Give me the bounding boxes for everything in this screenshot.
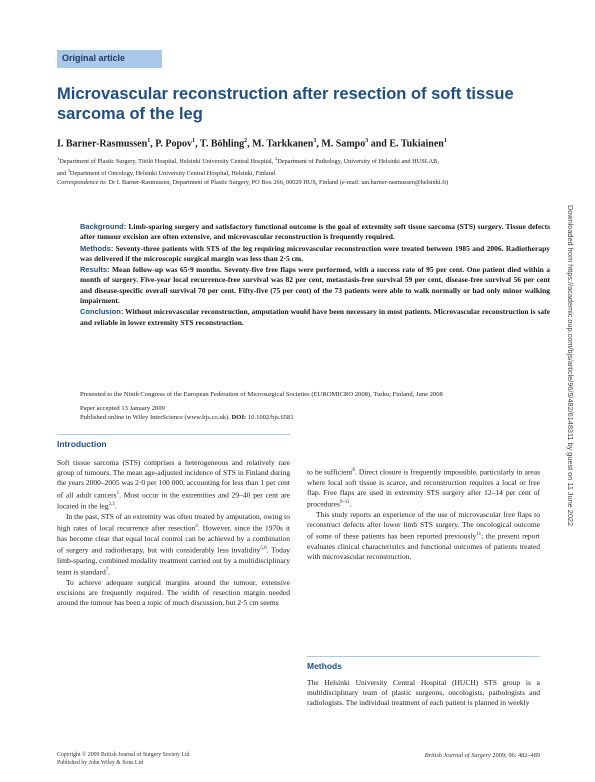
article-type-badge: Original article	[57, 50, 162, 68]
citation-ref[interactable]: 11	[476, 532, 482, 538]
affil-text: and	[57, 169, 68, 177]
intro-paragraph	[307, 466, 540, 510]
author-name: E. Tukiainen	[389, 138, 444, 150]
copyright-line: Copyright © 2009 British Journal of Surgery Society Ltd	[57, 752, 190, 758]
publisher-line: Published by John Wiley & Sons Ltd	[57, 759, 143, 766]
abstract-conclusion	[80, 307, 550, 328]
published-online	[80, 413, 480, 422]
affil-sup: 3	[67, 167, 70, 173]
published-text: Published online in Wiley InterScience (www.bjs.co.uk).	[80, 414, 232, 421]
body-text: .	[114, 501, 117, 511]
body-text: to be sufficient	[307, 467, 353, 477]
intro-paragraph	[57, 512, 290, 578]
body-text: Soft tissue sarcoma (STS) comprises a heterogeneous and relatively rare group of tumours. The mean age-adjusted incidence of STS in Finland during the years 2000–2005 was 2·0 per 100 000, accounting for less than 1 per cent of all adult cancers	[57, 458, 290, 500]
section-heading-methods: Methods	[307, 656, 540, 672]
author-separator: ,	[316, 138, 322, 150]
body-text: . Direct closure is frequently impossible, particularly in areas where local soft tissue is scarce, and reconstruction requires a local or free flap. Free flaps are used in extremity STS surgery after 12–14 per cent of procedures	[307, 467, 540, 509]
footer-copyright	[57, 752, 189, 767]
download-watermark-text: Downloaded from https://academic.oup.com/bjs/article/96/5/482/6148311 by guest on 11 June 2022	[566, 205, 575, 526]
body-column-left	[57, 458, 290, 608]
author-affil-ref: 3	[313, 138, 317, 144]
abstract-methods	[80, 244, 550, 265]
accepted-date: Paper accepted 13 January 2009	[80, 405, 165, 412]
correspondence-label: Correspondence to:	[57, 178, 107, 186]
correspondence-line	[57, 179, 577, 188]
journal-name: British Journal of Surgery	[424, 752, 491, 759]
abstract-results	[80, 265, 550, 306]
abstract-text: Without microvascular reconstruction, amputation would have been necessary in most patients. Microvascular reconstruction is safe and reliable in lower extremity STS reconstruction.	[80, 307, 550, 327]
body-text: .	[349, 499, 352, 509]
body-text: .	[108, 567, 111, 577]
abstract-label: Conclusion:	[80, 307, 124, 317]
author-list	[57, 138, 557, 149]
body-text: . Today limb-sparing, combined modality treatment carried out by a multidisciplinary team is standard	[57, 545, 290, 577]
affil-sup: 1	[57, 156, 60, 161]
author-separator: and	[368, 138, 390, 150]
methods-column	[307, 678, 540, 709]
publication-info	[80, 390, 480, 427]
body-text: . However, since the 1970s it has become clear that equal local control can be achieved by a combination of surgery and radiotherapy, but with considerably less invalidity	[57, 523, 290, 555]
affil-text: Department of Pathology, University of Helsinki and HUSLAB,	[277, 158, 439, 166]
affiliation-line	[57, 167, 577, 179]
intro-paragraph	[57, 458, 290, 512]
abstract-text: Mean follow-up was 65·9 months. Seventy-five free flaps were performed, with a success rate of 95 per cent. One patient died within a month of surgery. Five-year local recurrence-free survival was 82 per cent, metastasis-free survival 59 per cent, disease-free survival 56 per cent and disease-specific overall survival 70 per cent. Fifty-five (75 per cent) of the 73 patients were able to walk normally or had only minor walking impairment.	[80, 265, 550, 306]
citation-ref[interactable]: 8	[352, 468, 355, 473]
abstract-text: Limb-sparing surgery and satisfactory functional outcome is the goal of extremity soft tissue sarcoma (STS) surgery. Tissue defects after tumour excision are often extensive, and microvascular reconstruction is frequently required.	[80, 222, 550, 242]
author-name: M. Sampo	[321, 138, 366, 150]
doi-label: DOI:	[231, 414, 247, 421]
author-affil-ref: 1	[192, 138, 196, 144]
citation-ref[interactable]: 7	[105, 568, 109, 574]
author-separator: ,	[195, 138, 200, 150]
intro-paragraph	[307, 510, 540, 563]
author-affil-ref: 1	[443, 138, 447, 144]
author-name: T. Böhling	[199, 138, 245, 150]
body-text: . Most occur in the extremities and 29–40 per cent are located in the leg	[57, 490, 290, 511]
abstract-label: Methods:	[80, 243, 114, 253]
body-text: This study reports an experience of the use of microvascular free flaps to reconstruct defects after lower limb STS surgery. The oncological outcome of some of these patients has been reported previously	[307, 509, 540, 541]
author-affil-ref: 2	[244, 138, 248, 144]
intro-paragraph: To achieve adequate surgical margins around the tumour, extensive excisions are frequently required. The width of resection margin needed around the tumour has been a topic of much discussion, but 2·5 cm seems	[57, 577, 290, 608]
citation-ref[interactable]: 2,3	[108, 502, 115, 508]
abstract-background	[80, 222, 550, 243]
abstract-label: Background:	[80, 222, 127, 231]
section-heading-introduction: Introduction	[57, 434, 290, 450]
affiliations	[57, 155, 577, 188]
author-separator: ,	[150, 138, 156, 150]
body-text: ; the present report evaluates clinical characteristics and functional outcomes of patients treated with microvascular reconstruction.	[307, 531, 540, 562]
doi-link[interactable]: 10.1002/bjs.6581	[246, 414, 294, 421]
author-name: I. Barner-Rasmussen	[57, 138, 148, 150]
download-watermark	[566, 205, 578, 575]
affiliation-line	[57, 155, 577, 167]
footer-citation	[395, 752, 540, 759]
article-title: Microvascular reconstruction after resection of soft tissue sarcoma of the leg	[57, 85, 514, 123]
author-affil-ref: 3	[365, 138, 369, 144]
citation-ref[interactable]: 1	[116, 490, 120, 496]
author-name: M. Tarkkanen	[252, 138, 314, 150]
author-name: P. Popov	[155, 138, 193, 150]
author-affil-ref: 1	[147, 138, 151, 144]
author-separator: ,	[247, 138, 253, 150]
correspondence-text: Dr I. Barner-Rasmussen, Department of Plastic Surgery, PO Box 266, 00029 HUS, Finland (e-mail: ian.barner-rasmussen@helsinki.fi)	[106, 178, 449, 186]
abstract-text: Seventy-three patients with STS of the leg requiring microvascular reconstruction were treated between 1985 and 2006. Radiotherapy was delivered if the microscopic surgical margin was less than 2·5 cm.	[80, 243, 550, 263]
citation-details: 2009; 96: 482–489	[490, 752, 540, 759]
abstract	[80, 222, 550, 329]
abstract-label: Results:	[80, 265, 110, 275]
body-text: In the past, STS of an extremity was often treated by amputation, owing to high rates of local recurrence after resection	[57, 512, 290, 533]
body-column-right	[307, 466, 540, 562]
citation-ref[interactable]: 5,6	[260, 546, 267, 552]
presented-note: Presented to the Ninth Congress of the European Federation of Microsurgical Societies (EUROMICRO 2008), Turku, Finland, June 2008	[80, 391, 443, 398]
methods-paragraph: The Helsinki University Central Hospital (HUCH) STS group is a multidisciplinary team of plastic surgeons, oncologists, pathologists and radiologists. The individual treatment of each patient is planned in weekly	[307, 678, 540, 708]
citation-ref[interactable]: 9–11	[339, 500, 350, 506]
affil-sup: 2	[274, 156, 278, 161]
affil-text: Department of Oncology, Helsinki University Central Hospital, Helsinki, Finland	[69, 169, 276, 177]
affil-text: Department of Plastic Surgery, Töölö Hospital, Helsinki University Central Hospital,	[59, 158, 275, 166]
citation-ref[interactable]: 4	[195, 524, 198, 530]
